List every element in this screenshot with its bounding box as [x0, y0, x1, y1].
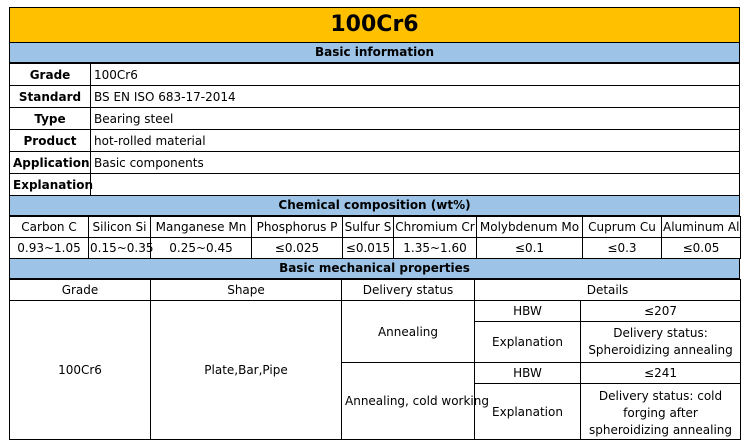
- info-value: Basic components: [91, 152, 740, 174]
- hbw-label: HBW: [475, 363, 581, 384]
- element-name: Manganese Mn: [151, 217, 252, 238]
- table-row: [10, 130, 740, 152]
- info-value: [91, 174, 740, 196]
- hbw-value: ≤207: [581, 301, 741, 322]
- hbw-value: ≤241: [581, 363, 741, 384]
- element-name: Chromium Cr: [394, 217, 477, 238]
- hbw-label: HBW: [475, 301, 581, 322]
- table-row: [10, 152, 740, 174]
- explanation-label: Explanation: [475, 384, 581, 440]
- table-row: [10, 301, 741, 322]
- element-value: ≤0.1: [477, 238, 583, 259]
- chemical-table: [9, 216, 741, 259]
- table-row: [10, 174, 740, 196]
- info-label: Application: [10, 152, 91, 174]
- element-name: Aluminum Al: [662, 217, 741, 238]
- mech-shape: Plate,Bar,Pipe: [151, 301, 342, 440]
- element-name: Carbon C: [10, 217, 89, 238]
- column-header-grade: Grade: [10, 280, 151, 301]
- info-value: BS EN ISO 683-17-2014: [91, 86, 740, 108]
- delivery-status: Annealing: [342, 301, 475, 363]
- spec-sheet: [9, 7, 740, 437]
- info-label: Grade: [10, 64, 91, 86]
- delivery-status: Annealing, cold working: [342, 363, 475, 440]
- explanation-value: Delivery status: cold forging after spheroidizing annealing: [581, 384, 741, 440]
- info-value: hot-rolled material: [91, 130, 740, 152]
- element-name: Sulfur S: [343, 217, 394, 238]
- table-row: [10, 86, 740, 108]
- basic-info-heading: Basic information: [9, 43, 740, 63]
- basic-info-table: [9, 63, 740, 196]
- info-label: Type: [10, 108, 91, 130]
- element-row: [10, 217, 741, 238]
- element-name: Silicon Si: [89, 217, 151, 238]
- value-row: [10, 238, 741, 259]
- explanation-label: Explanation: [475, 322, 581, 363]
- element-value: ≤0.015: [343, 238, 394, 259]
- element-value: 0.93~1.05: [10, 238, 89, 259]
- info-label: Product: [10, 130, 91, 152]
- element-value: 0.25~0.45: [151, 238, 252, 259]
- info-value: 100Cr6: [91, 64, 740, 86]
- element-value: ≤0.3: [583, 238, 662, 259]
- element-value: ≤0.025: [252, 238, 343, 259]
- column-header-shape: Shape: [151, 280, 342, 301]
- mech-grade: 100Cr6: [10, 301, 151, 440]
- column-header-details: Details: [475, 280, 741, 301]
- element-name: Molybdenum Mo: [477, 217, 583, 238]
- mechanical-table: [9, 279, 741, 440]
- table-row: [10, 108, 740, 130]
- chemical-heading: Chemical composition (wt%): [9, 196, 740, 216]
- table-header-row: [10, 280, 741, 301]
- info-value: Bearing steel: [91, 108, 740, 130]
- table-row: [10, 64, 740, 86]
- column-header-delivery: Delivery status: [342, 280, 475, 301]
- element-value: 0.15~0.35: [89, 238, 151, 259]
- explanation-value: Delivery status: Spheroidizing annealing: [581, 322, 741, 363]
- element-value: ≤0.05: [662, 238, 741, 259]
- element-name: Cuprum Cu: [583, 217, 662, 238]
- element-name: Phosphorus P: [252, 217, 343, 238]
- page-title: 100Cr6: [9, 7, 740, 43]
- element-value: 1.35~1.60: [394, 238, 477, 259]
- info-label: Standard: [10, 86, 91, 108]
- mechanical-heading: Basic mechanical properties: [9, 259, 740, 279]
- info-label: Explanation: [10, 174, 91, 196]
